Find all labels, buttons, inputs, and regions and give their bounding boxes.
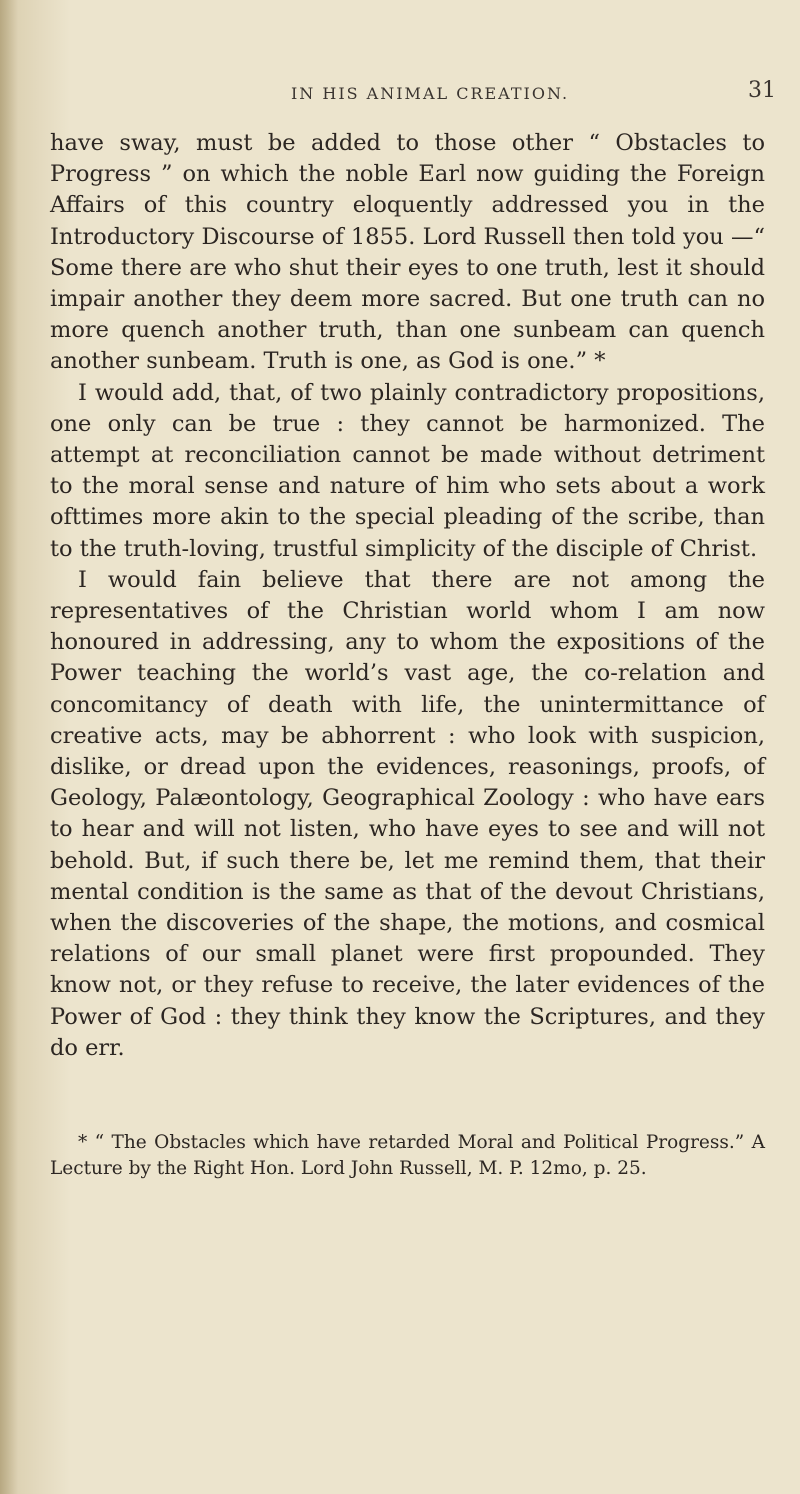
page-number: 31 bbox=[748, 78, 776, 103]
page-spine-shadow bbox=[0, 0, 18, 1494]
paragraph-2: I would add, that, of two plainly contradictory propositions, one only can be true : they cannot be harmonized. The attempt at reconciliation cannot be made without detriment to the moral sense and nature of him who sets about a work ofttimes more akin to the special pleading of the scribe, than to the truth-loving, trustful simplicity of the disciple of Christ. bbox=[50, 379, 765, 562]
body-text bbox=[50, 128, 765, 1064]
paragraph-1: have sway, must be added to those other “ Obstacles to Progress ” on which the noble Earl now guiding the Foreign Affairs of this country eloquently addressed you in the Introductory Discourse of 1855. Lord Russell then told you —“ Some there are who shut their eyes to one truth, lest it should impair another they deem more sacred. But one truth can no more quench another truth, than one sunbeam can quench another sunbeam. Truth is one, as God is one.” * bbox=[50, 130, 765, 375]
footnote: * “ The Obstacles which have retarded Moral and Political Progress.” A Lecture by the Right Hon. Lord John Russell, M. P. 12mo, p. 25. bbox=[50, 1132, 765, 1179]
paragraph-3: I would fain believe that there are not among the representatives of the Christian world whom I am now honoured in addressing, any to whom the expositions of the Power teaching the world’s vast age, the co-relation and concomitancy of death with life, the unintermittance of creative acts, may be abhorrent : who look with suspicion, dislike, or dread upon the evidences, reasonings, proofs, of Geology, Palæontology, Geographical Zoology : who have ears to hear and will not listen, who have eyes to see and will not behold. But, if such there be, let me remind them, that their mental condition is the same as that of the devout Christians, when the discoveries of the shape, the motions, and cosmical relations of our small planet were first propounded. They know not, or they refuse to receive, the later evidences of the Power of God : they think they know the Scriptures, and they do err. bbox=[50, 566, 765, 1061]
running-title: IN HIS ANIMAL CREATION. bbox=[290, 84, 570, 103]
